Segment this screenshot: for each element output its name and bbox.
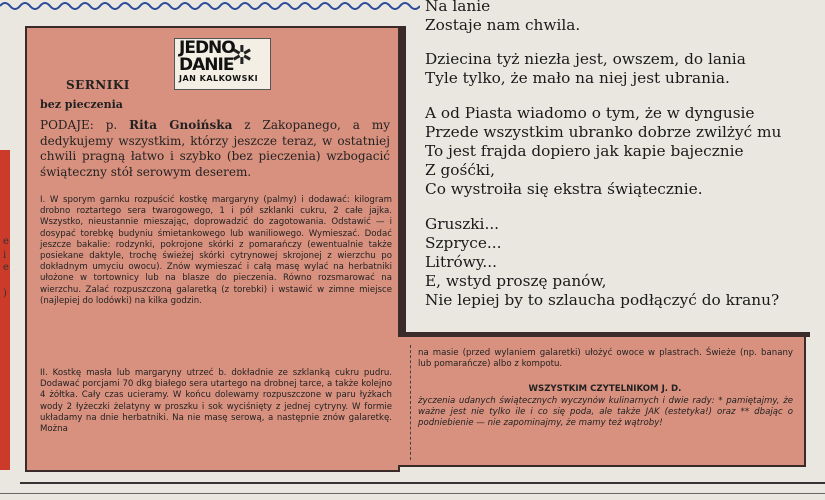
bottom-rule xyxy=(20,482,825,484)
logo-title xyxy=(179,40,235,74)
bottom-rule-thin xyxy=(0,493,825,494)
poem-line: Nie lepiej by to szlaucha podłączyć do kranu? xyxy=(425,291,780,309)
left-fragment: e xyxy=(3,262,9,273)
poem-line: Tyle tylko, że mało na niej jest ubrania. xyxy=(425,69,730,87)
poem-line: To jest frajda dopiero jak kapie bajecznie xyxy=(425,142,744,160)
column-logo xyxy=(174,38,271,90)
logo-line-1: JEDNO xyxy=(179,38,235,58)
poem-line: E, wstyd proszę panów, xyxy=(425,272,607,290)
poem-line: A od Piasta wiadomo o tym, że w dyngusie xyxy=(425,104,755,122)
recipe-title: SERNIKI xyxy=(66,78,130,92)
poem-line: Przede wszystkim ubranko dobrze zwilżyć mu xyxy=(425,123,782,141)
intro-rest: z Zakopanego, a my dedykujemy wszystkim, którzy jeszcze teraz, w ostatniej chwili pragną łatwo i szybko (bez pieczenia) wzbogacić świąteczny stół serowym deserem. xyxy=(40,118,390,179)
recipe-subtitle: bez pieczenia xyxy=(40,98,123,111)
greeting-title: WSZYSTKIM CZYTELNIKOM J. D. xyxy=(528,384,682,394)
left-fragment: ) xyxy=(3,288,7,299)
left-red-strip xyxy=(0,150,10,470)
poem-line: Dziecina tyż niezła jest, owszem, do lania xyxy=(425,50,746,68)
left-fragment: e xyxy=(3,236,9,247)
left-fragment: i xyxy=(3,250,7,261)
logo-author: JAN KALKOWSKI xyxy=(179,74,259,83)
column-divider xyxy=(410,345,412,460)
fork-knife-icon: ✲ xyxy=(231,41,253,71)
poem-line: Na lanie xyxy=(425,0,491,15)
poem-line: Litrówy... xyxy=(425,253,498,271)
intro-prefix: PODAJE: p. xyxy=(40,118,130,132)
logo-line-2: DANIE xyxy=(179,55,234,75)
decorative-wave-border xyxy=(0,0,420,10)
recipe-step-2: II. Kostkę masła lub margaryny utrzeć b. dokładnie ze szklanką cukru pudru. Dodawać porcjami 70 dkg białego sera utartego na drobnej tarce, a także kolejno 4 żółtka. Cały czas ucieramy. W końcu dolewamy rozpuszczone w paru łyżkach wody 2 łyżeczki żelatyny w proszku i sok wyciśnięty z jednej cytryny. W formie układamy na dnie herbatniki. Na nie masę serową, a następnie znów galaretkę. Można xyxy=(40,368,392,435)
recipe-intro xyxy=(40,118,390,180)
intro-name: Rita Gnoińska xyxy=(129,118,233,132)
box-shadow-vertical xyxy=(400,26,406,338)
poem-line: Co wystroiła się ekstra świątecznie. xyxy=(425,180,703,198)
poem-line: Gruszki... xyxy=(425,215,500,233)
recipe-step-1: I. W sporym garnku rozpuścić kostkę margaryny (palmy) i dodawać: kilogram drobno roztartego sera twarogowego, 1 i pół szklanki cukru, 2 całe jajka. Wszystko, nieustannie mieszając, doprowadzić do zagotowania. Odstawić — i dosypać torebkę budyniu śmietankowego lub waniliowego. Wymieszać. Dodać jeszcze bakalie: rodzynki, pokrojone skórki z pomarańczy (ewentualnie także posiekane daktyle, trochę świeżej skórki cytrynowej skrojonej z wierzchu po dokładnym umyciu owocu). Znów wymieszać i całą masę wylać na herbatniki ułożone w tortownicy lub na blasze do pieczenia. Równo rozsmarować na wierzchu. Zalać rozpuszczoną galaretką (z torebki) i wstawić w zimne miejsce (najlepiej do lodówki) na kilka godzin. xyxy=(40,195,392,306)
poem-line: Szpryce... xyxy=(425,234,502,252)
poem-line: Z gośćki, xyxy=(425,161,495,179)
recipe-continuation: na masie (przed wylaniem galaretki) ułożyć owoce w plastrach. Świeże (np. banany lub pomarańcze) albo z kompotu. xyxy=(418,348,793,370)
greeting-text: życzenia udanych świątecznych wyczynów kulinarnych i dwie rady: * pamiętajmy, że ważne jest nie tylko ile i co się poda, ale także JAK (estetyka!) oraz ** dbając o podniebienie — nie zapominajmy, że mamy też wątroby! xyxy=(418,396,793,429)
poem-line: Zostaje nam chwila. xyxy=(425,16,581,34)
